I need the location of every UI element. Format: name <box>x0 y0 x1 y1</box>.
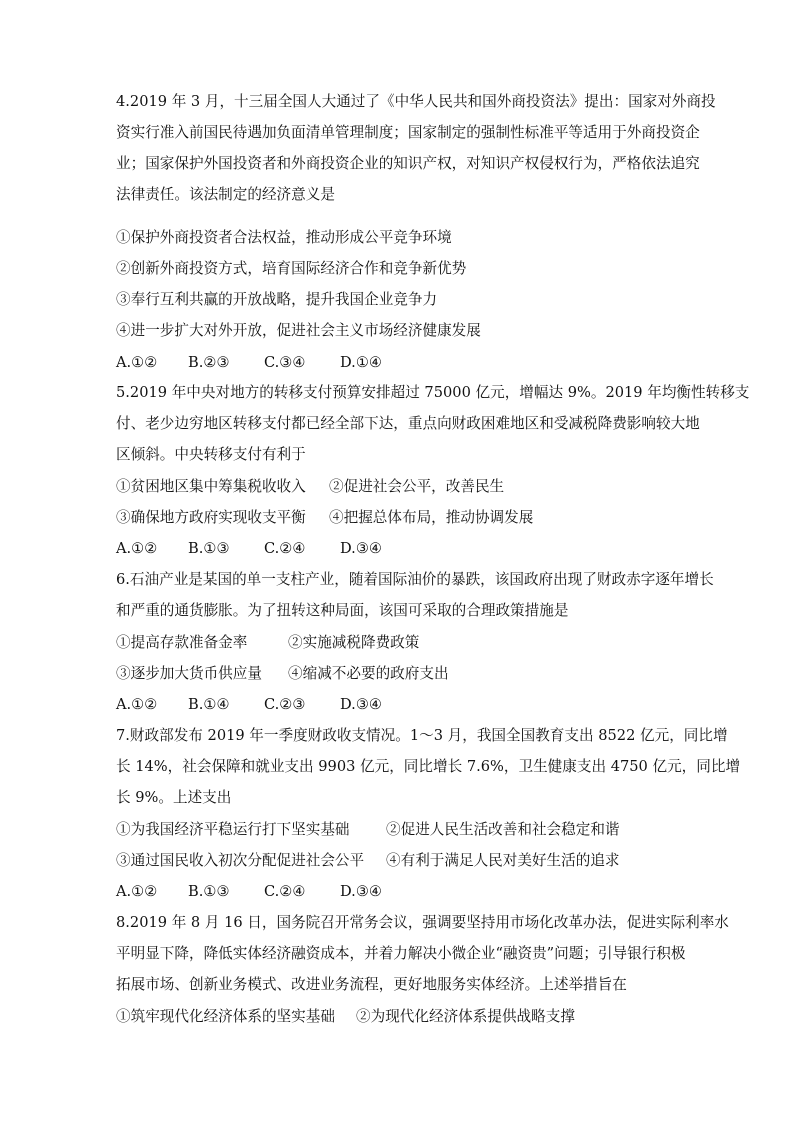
q5-item-1: ①贫困地区集中筹集税收收入 <box>116 478 306 495</box>
q7-option-b: B.①③ <box>188 883 230 900</box>
q5-item-row-1 <box>116 471 504 502</box>
q5-stem-line-1: 5.2019 年中央对地方的转移支付预算安排超过 75000 亿元，增幅达 9%。2019 年均衡性转移支 <box>116 384 750 401</box>
q7-item-4: ④有利于满足人民对美好生活的追求 <box>386 852 620 869</box>
q6-item-row-2 <box>116 658 449 689</box>
q5-options <box>116 533 382 564</box>
q4-option-d: D.①④ <box>340 354 382 371</box>
q7-item-3: ③通过国民收入初次分配促进社会公平 <box>116 852 365 869</box>
q8-stem-line-1: 8.2019 年 8 月 16 日，国务院召开常务会议，强调要坚持用市场化改革办法，促进实际利率水 <box>116 914 729 931</box>
q5-option-c: C.②④ <box>264 540 306 557</box>
q4-stem-line-4: 法律责任。该法制定的经济意义是 <box>116 186 335 203</box>
q7-stem-line-1: 7.财政部发布 2019 年一季度财政收支情况。1～3 月，我国全国教育支出 8522 亿元，同比增 <box>116 727 728 744</box>
q7-option-a: A.①② <box>116 883 158 900</box>
q5-item-4: ④把握总体布局，推动协调发展 <box>329 509 534 526</box>
q6-stem-line-2: 和严重的通货膨胀。为了扭转这种局面，该国可采取的合理政策措施是 <box>116 602 569 619</box>
q6-stem-line-1: 6.石油产业是某国的单一支柱产业，随着国际油价的暴跌，该国政府出现了财政赤字逐年增长 <box>116 571 714 588</box>
q5-item-2: ②促进社会公平，改善民生 <box>329 478 505 495</box>
q4-item-4: ④进一步扩大对外开放，促进社会主义市场经济健康发展 <box>116 322 481 339</box>
q4-option-a: A.①② <box>116 354 158 371</box>
q6-item-row-1 <box>116 627 419 658</box>
q5-item-row-2 <box>116 502 533 533</box>
q8-item-1: ①筑牢现代化经济体系的坚实基础 <box>116 1008 335 1025</box>
q7-item-1: ①为我国经济平稳运行打下坚实基础 <box>116 821 350 838</box>
q4-option-c: C.③④ <box>264 354 306 371</box>
q5-item-3: ③确保地方政府实现收支平衡 <box>116 509 306 526</box>
q6-item-4: ④缩减不必要的政府支出 <box>288 665 449 682</box>
q6-item-3: ③逐步加大货币供应量 <box>116 665 262 682</box>
q5-stem-line-3: 区倾斜。中央转移支付有利于 <box>116 446 306 463</box>
q4-item-2: ②创新外商投资方式，培育国际经济合作和竞争新优势 <box>116 260 467 277</box>
q7-stem-line-3: 长 9%。上述支出 <box>116 789 232 806</box>
q5-option-a: A.①② <box>116 540 158 557</box>
q4-item-1: ①保护外商投资者合法权益，推动形成公平竞争环境 <box>116 229 452 246</box>
q7-stem-line-2: 长 14%，社会保障和就业支出 9903 亿元，同比增长 7.6%，卫生健康支出 4750 亿元，同比增 <box>116 758 741 775</box>
q4-item-3: ③奉行互利共赢的开放战略，提升我国企业竞争力 <box>116 291 438 308</box>
q7-item-2: ②促进人民生活改善和社会稳定和谐 <box>386 821 620 838</box>
q4-stem-line-2: 资实行准入前国民待遇加负面清单管理制度；国家制定的强制性标准平等适用于外商投资企 <box>116 124 700 141</box>
q8-stem-line-3: 拓展市场、创新业务模式、改进业务流程，更好地服务实体经济。上述举措旨在 <box>116 976 627 993</box>
q7-option-c: C.②④ <box>264 883 306 900</box>
q6-option-a: A.①② <box>116 696 158 713</box>
q4-stem-line-1: 4.2019 年 3 月，十三届全国人大通过了《中华人民共和国外商投资法》提出：国家对外商投 <box>116 93 716 110</box>
q7-option-d: D.③④ <box>340 883 382 900</box>
q5-stem-line-2: 付、老少边穷地区转移支付都已经全部下达，重点向财政困难地区和受减税降费影响较大地 <box>116 415 700 432</box>
q4-options <box>116 347 382 378</box>
q6-item-2: ②实施减税降费政策 <box>288 634 420 651</box>
q6-options <box>116 689 382 720</box>
q5-option-b: B.①③ <box>188 540 230 557</box>
q4-stem-line-3: 业；国家保护外国投资者和外商投资企业的知识产权，对知识产权侵权行为，严格依法追究 <box>116 155 700 172</box>
q7-item-row-2 <box>116 845 620 876</box>
q6-item-1: ①提高存款准备金率 <box>116 634 248 651</box>
q6-option-c: C.②③ <box>264 696 306 713</box>
q7-options <box>116 876 382 907</box>
q6-option-b: B.①④ <box>188 696 230 713</box>
q8-stem-line-2: 平明显下降，降低实体经济融资成本，并着力解决小微企业“融资贵”问题；引导银行积极 <box>116 945 686 962</box>
q8-item-2: ②为现代化经济体系提供战略支撑 <box>356 1008 575 1025</box>
q5-option-d: D.③④ <box>340 540 382 557</box>
q7-item-row-1 <box>116 814 620 845</box>
q4-option-b: B.②③ <box>188 354 230 371</box>
q8-item-row-1 <box>116 1001 575 1032</box>
q6-option-d: D.③④ <box>340 696 382 713</box>
